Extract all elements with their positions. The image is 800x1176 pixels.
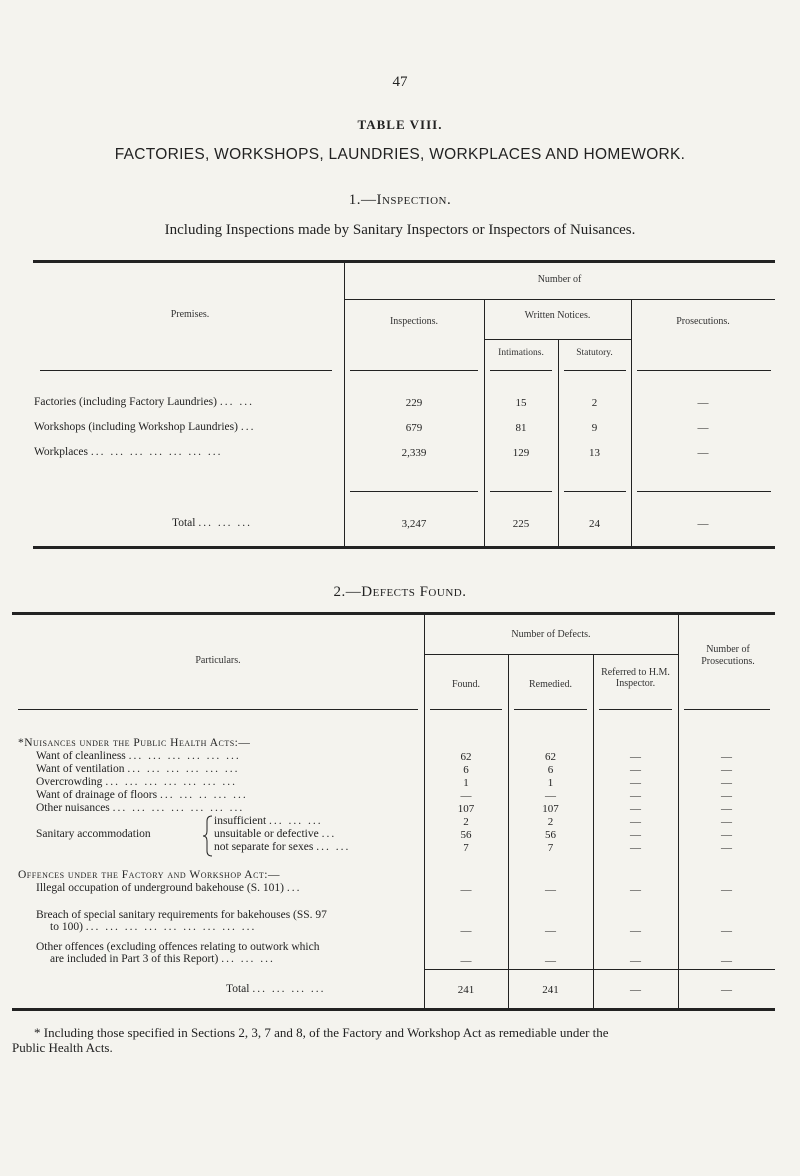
header-number-of-defects: Number of Defects. [511,629,591,640]
header-statutory: Statutory. [576,348,613,358]
header-referred: Referred to H.M. Inspector. [601,667,670,689]
header-number-of-prosecutions: Number of Prosecutions. [701,644,755,667]
total-label: Total [226,983,250,995]
header-written-notices: Written Notices. [524,310,591,321]
inspection-subtitle: Including Inspections made by Sanitary Inspectors or Inspectors of Nuisances. [164,222,636,238]
sanitary-label: Sanitary accommodation [36,828,151,840]
brace-icon [203,815,213,857]
section-offences: Offences under the Factory and Workshop Act:— [18,869,281,881]
row-label: Workshops (including Workshop Laundries) [34,421,238,433]
header-intimations: Intimations. [498,348,544,358]
inspection-heading: 1.—Inspection. [348,192,452,208]
total-label: Total [172,517,196,529]
table1-top-rule [33,260,775,263]
header-prosecutions: Prosecutions. [676,316,730,327]
header-particulars: Particulars. [195,655,241,666]
header-premises: Premises. [170,309,210,320]
row-label: Workplaces [34,446,88,458]
header-number-of: Number of [537,274,582,285]
table2-top-rule [12,612,775,615]
main-title: FACTORIES, WORKSHOPS, LAUNDRIES, WORKPLACES AND HOMEWORK. [114,146,686,163]
header-found: Found. [451,679,481,690]
page-number: 47 [392,74,408,90]
footnote-continued: Public Health Acts. [12,1040,113,1055]
table1-bottom-rule [33,546,775,549]
table-label: TABLE VIII. [357,117,443,132]
header-remedied: Remedied. [528,679,573,690]
header-inspections: Inspections. [389,316,439,327]
row-label: Factories (including Factory Laundries) [34,396,217,408]
footnote: * Including those specified in Sections 2, 3, 7 and 8, of the Factory and Workshop Act as remediable under the [34,1025,609,1040]
section-nuisances: *Nuisances under the Public Health Acts:— [18,737,251,749]
defects-heading: 2.—Defects Found. [333,584,467,600]
table2-bottom-rule [12,1008,775,1011]
